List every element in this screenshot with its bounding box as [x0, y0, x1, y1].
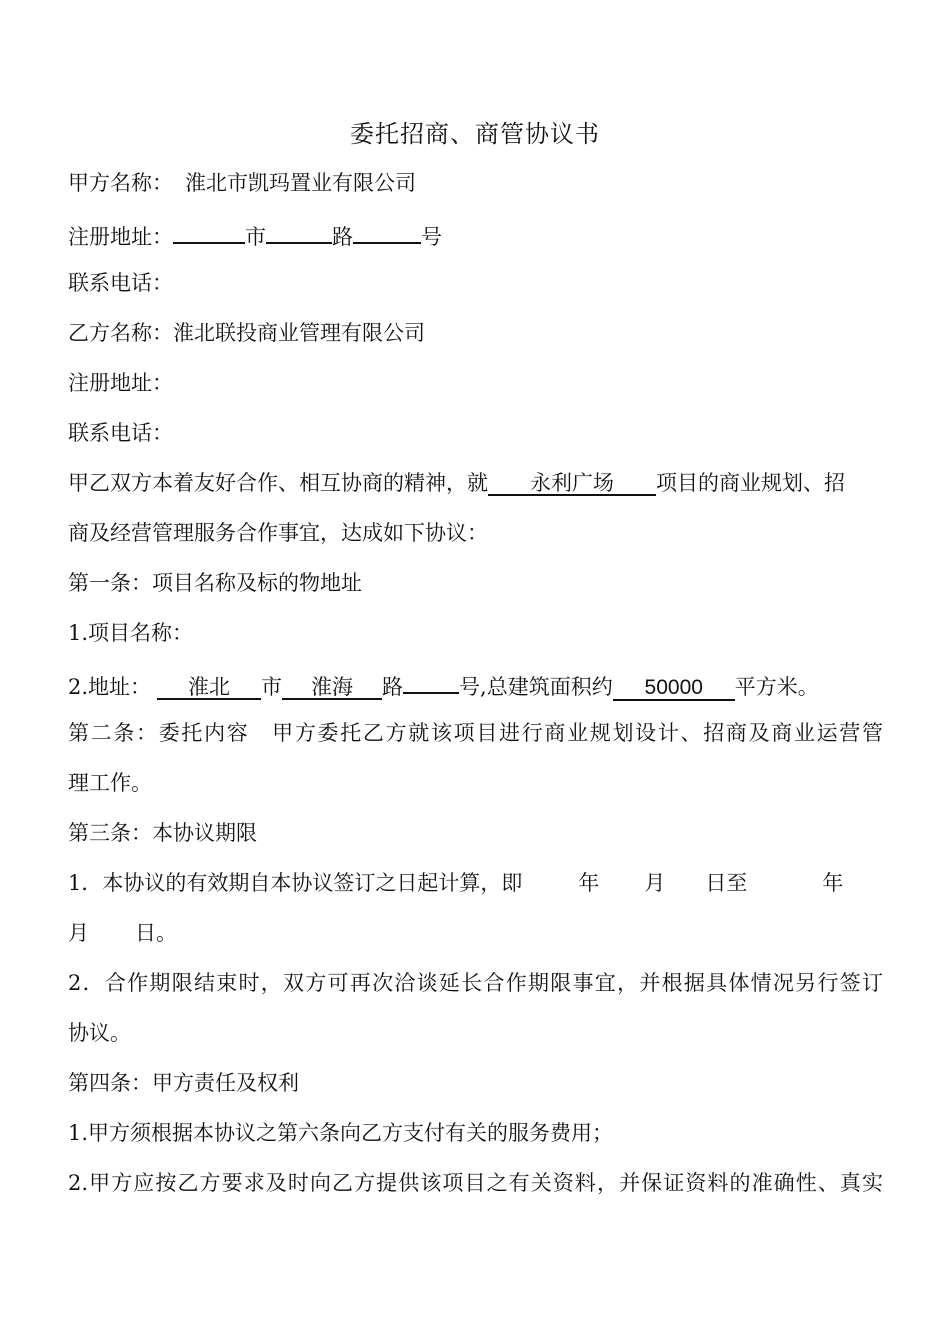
intro-line-2: 商及经营管理服务合作事宜，达成如下协议：	[68, 521, 488, 545]
road-blank	[266, 216, 332, 244]
term-item-1-cont	[68, 916, 883, 950]
road-suffix: 路	[332, 225, 353, 249]
project-name-item: 1.项目名称：	[68, 621, 194, 645]
intro-line-1	[68, 466, 883, 500]
term-day-to: 日至	[705, 871, 748, 895]
term-year-1: 年	[578, 871, 600, 895]
address-road: 淮海	[282, 672, 382, 700]
term-day-2: 日。	[135, 921, 177, 945]
number-blank	[353, 216, 421, 244]
address-prefix: 2.地址：	[68, 675, 152, 699]
party-a-address-line	[68, 216, 883, 250]
address-city-suffix: 市	[261, 675, 283, 699]
party-a-line	[68, 166, 883, 200]
city-blank	[173, 216, 245, 244]
party-a-phone: 联系电话：	[68, 271, 173, 295]
party-b-address: 注册地址：	[68, 371, 173, 395]
term-month-1: 月	[644, 871, 666, 895]
article-2-line-1: 第二条：委托内容 甲方委托乙方就该项目进行商业规划设计、招商及商业运营管	[68, 721, 883, 745]
address-city: 淮北	[157, 672, 261, 700]
total-area: 50000	[613, 673, 735, 701]
address-road-suffix: 路	[382, 675, 404, 699]
party-a-label: 甲方名称：	[68, 171, 173, 195]
article-3-heading: 第三条：本协议期限	[68, 821, 257, 845]
article-2-line-2: 理工作。	[68, 771, 152, 795]
intro-text-2: 项目的商业规划、招	[656, 471, 845, 495]
party-b-line	[68, 316, 883, 350]
article-1-heading: 第一条：项目名称及标的物地址	[68, 571, 362, 595]
address-item	[68, 666, 883, 700]
area-suffix: 平方米。	[734, 675, 819, 699]
party-b-name: 淮北联投商业管理有限公司	[173, 321, 425, 345]
intro-text-1: 甲乙双方本着友好合作、相互协商的精神，就	[68, 471, 488, 495]
term-item-1	[68, 866, 883, 900]
article-4-item-1: 1.甲方须根据本协议之第六条向乙方支付有关的服务费用；	[68, 1121, 614, 1145]
article-4-heading: 第四条：甲方责任及权利	[68, 1071, 299, 1095]
party-a-name: 淮北市凯玛置业有限公司	[185, 171, 416, 195]
number-suffix: 号	[421, 225, 442, 249]
term-year-2: 年	[822, 871, 844, 895]
term-item-2-line-2: 协议。	[68, 1021, 131, 1045]
address-number-blank	[403, 666, 459, 694]
term-text: 1．本协议的有效期自本协议签订之日起计算，即	[68, 871, 523, 895]
document-title: 委托招商、商管协议书	[350, 120, 600, 148]
address-number-suffix: 号,总建筑面积约	[459, 675, 613, 699]
project-name: 永利广场	[488, 468, 656, 496]
article-4-item-2: 2.甲方应按乙方要求及时向乙方提供该项目之有关资料，并保证资料的准确性、真实	[68, 1171, 883, 1195]
party-b-label: 乙方名称：	[68, 321, 173, 345]
city-suffix: 市	[245, 225, 266, 249]
party-b-phone: 联系电话：	[68, 421, 173, 445]
term-item-2-line-1: 2．合作期限结束时，双方可再次洽谈延长合作期限事宜，并根据具体情况另行签订	[68, 971, 883, 995]
term-month-2: 月	[68, 921, 89, 945]
party-a-address-label: 注册地址：	[68, 225, 173, 249]
